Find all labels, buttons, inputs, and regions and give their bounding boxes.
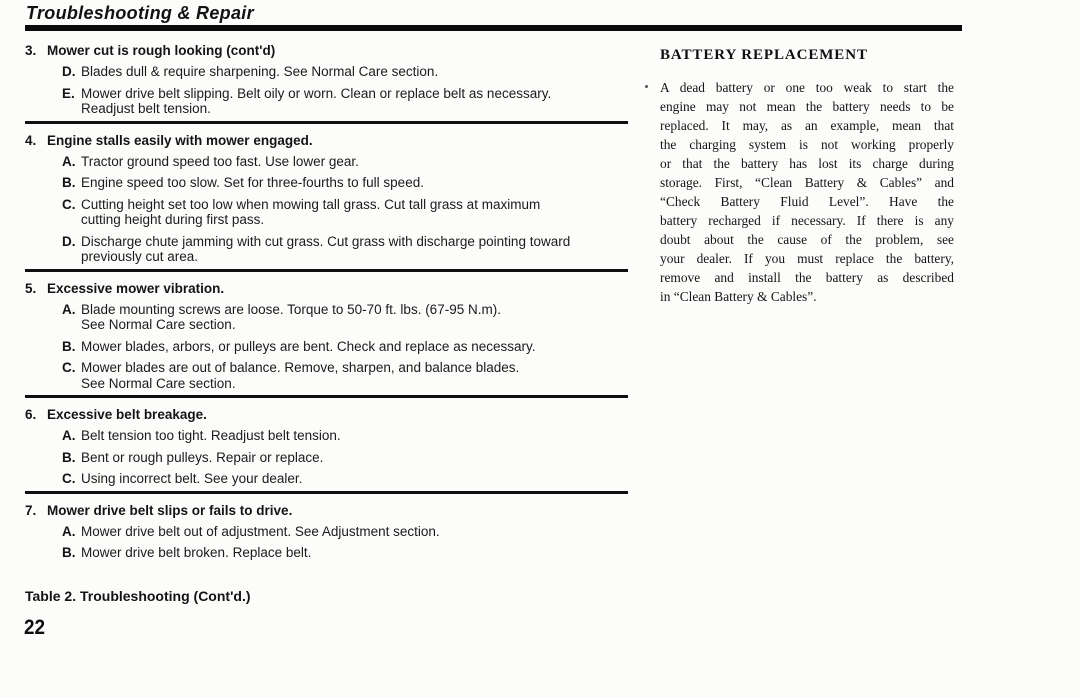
- item-letter: B.: [62, 338, 76, 354]
- item-line: Cutting height set too low when mowing tall grass. Cut tall grass at maximum: [81, 196, 541, 212]
- section-number: 3.: [25, 43, 37, 58]
- trouble-item: [25, 471, 628, 487]
- section-heading: [25, 43, 628, 58]
- paragraph-line: storage. First, “Clean Battery & Cables” and: [660, 175, 954, 190]
- trouble-item: [25, 524, 628, 540]
- trouble-item: [25, 302, 628, 333]
- paragraph-line: A dead battery or one too weak to start the: [660, 80, 954, 95]
- battery-section: [660, 46, 954, 306]
- item-letter: C.: [62, 360, 76, 375]
- section-heading: [25, 281, 628, 296]
- item-letter: A.: [62, 428, 76, 443]
- item-line: Discharge chute jamming with cut grass. Cut grass with discharge pointing toward: [81, 233, 571, 249]
- section-rule: [25, 395, 628, 398]
- item-letter: E.: [62, 85, 75, 101]
- item-text: [81, 302, 501, 333]
- section: [25, 407, 628, 494]
- header-rule: [25, 25, 962, 31]
- item-line: Engine speed too slow. Set for three-fourths to full speed.: [81, 175, 424, 190]
- item-line: Blades dull & require sharpening. See Normal Care section.: [81, 64, 439, 79]
- item-text: [81, 86, 551, 117]
- item-text: [81, 524, 440, 540]
- item-text: [81, 154, 359, 170]
- troubleshooting-list: [25, 40, 628, 561]
- battery-heading: BATTERY REPLACEMENT: [660, 47, 868, 63]
- trouble-item: [25, 428, 628, 444]
- item-text: [81, 64, 438, 80]
- item-line: Mower drive belt broken. Replace belt.: [81, 545, 312, 560]
- paragraph-line: battery recharged if necessary. If there is any: [660, 213, 954, 228]
- item-letter: D.: [62, 233, 76, 249]
- section-title: Mower drive belt slips or fails to drive.: [47, 502, 293, 518]
- paragraph-line: “Check Battery Fluid Level”. Have the: [660, 194, 954, 209]
- paragraph-line: your dealer. If you must replace the battery,: [660, 251, 954, 266]
- item-line: Using incorrect belt. See your dealer.: [81, 471, 303, 486]
- item-letter: B.: [62, 545, 76, 560]
- section-number: 7.: [25, 502, 37, 518]
- item-text: [81, 471, 302, 487]
- section-title: Mower cut is rough looking (cont'd): [47, 43, 276, 58]
- item-letter: C.: [62, 196, 76, 212]
- item-text: [81, 234, 570, 265]
- scan-artifact-dot: [645, 85, 648, 88]
- item-line: Belt tension too tight. Readjust belt tension.: [81, 428, 341, 443]
- item-text: [81, 428, 341, 444]
- trouble-item: [25, 234, 628, 265]
- item-letter: D.: [62, 64, 76, 79]
- section-rule: [25, 269, 628, 272]
- table-caption: Table 2. Troubleshooting (Cont'd.): [25, 588, 251, 604]
- item-text: [81, 360, 519, 391]
- section-title: Excessive belt breakage.: [47, 407, 207, 422]
- item-line: Tractor ground speed too fast. Use lower gear.: [81, 153, 359, 169]
- item-line: Readjust belt tension.: [81, 101, 211, 116]
- trouble-item: [25, 339, 628, 355]
- item-text: [81, 339, 535, 355]
- section-heading: [25, 133, 628, 148]
- item-letter: A.: [62, 523, 76, 539]
- trouble-item: [25, 360, 628, 391]
- section: [25, 133, 628, 272]
- trouble-item: [25, 64, 628, 80]
- section: [25, 43, 628, 124]
- trouble-item: [25, 450, 628, 466]
- item-text: [81, 197, 540, 228]
- item-line: Mower drive belt out of adjustment. See Adjustment section.: [81, 523, 440, 539]
- paragraph-line: doubt about the cause of the problem, see: [660, 232, 954, 247]
- item-line: Mower blades are out of balance. Remove, sharpen, and balance blades.: [81, 360, 520, 375]
- section-title: Engine stalls easily with mower engaged.: [47, 132, 313, 148]
- section-heading: [25, 407, 628, 422]
- item-line: Mower blades, arbors, or pulleys are bent. Check and replace as necessary.: [81, 338, 536, 354]
- section-number: 6.: [25, 407, 37, 422]
- item-line: See Normal Care section.: [81, 317, 236, 332]
- section-number: 4.: [25, 132, 37, 148]
- paragraph-line: engine may not mean the battery needs to be: [660, 99, 954, 114]
- page-title: Troubleshooting & Repair: [26, 3, 254, 23]
- section-rule: [25, 491, 628, 494]
- paragraph-line: replaced. It may, as an example, mean that: [660, 118, 954, 133]
- paragraph-line: or that the battery has lost its charge during: [660, 156, 954, 171]
- item-line: Mower drive belt slipping. Belt oily or worn. Clean or replace belt as necessary.: [81, 85, 552, 101]
- item-line: See Normal Care section.: [81, 375, 236, 391]
- section: [25, 503, 628, 561]
- item-letter: B.: [62, 449, 76, 465]
- item-line: cutting height during first pass.: [81, 212, 265, 227]
- trouble-item: [25, 154, 628, 170]
- page-number: 22: [24, 616, 46, 639]
- section-title: Excessive mower vibration.: [47, 280, 225, 296]
- trouble-item: [25, 545, 628, 561]
- section-rule: [25, 121, 628, 124]
- item-text: [81, 545, 311, 561]
- item-letter: C.: [62, 471, 76, 486]
- item-text: [81, 175, 424, 191]
- paragraph-line: the charging system is not working properly: [660, 137, 954, 152]
- section-heading: [25, 503, 628, 518]
- section: [25, 281, 628, 399]
- trouble-item: [25, 86, 628, 117]
- paragraph-line: remove and install the battery as described: [660, 270, 954, 285]
- item-letter: A.: [62, 301, 76, 317]
- item-letter: B.: [62, 175, 76, 190]
- section-number: 5.: [25, 280, 37, 296]
- paragraph-line: in “Clean Battery & Cables”.: [660, 289, 817, 304]
- trouble-item: [25, 197, 628, 228]
- item-letter: A.: [62, 153, 76, 169]
- trouble-item: [25, 175, 628, 191]
- battery-paragraph: [660, 78, 954, 306]
- item-line: Bent or rough pulleys. Repair or replace.: [81, 449, 324, 465]
- item-line: Blade mounting screws are loose. Torque to 50-70 ft. lbs. (67-95 N.m).: [81, 301, 501, 317]
- item-text: [81, 450, 323, 466]
- item-line: previously cut area.: [81, 249, 199, 264]
